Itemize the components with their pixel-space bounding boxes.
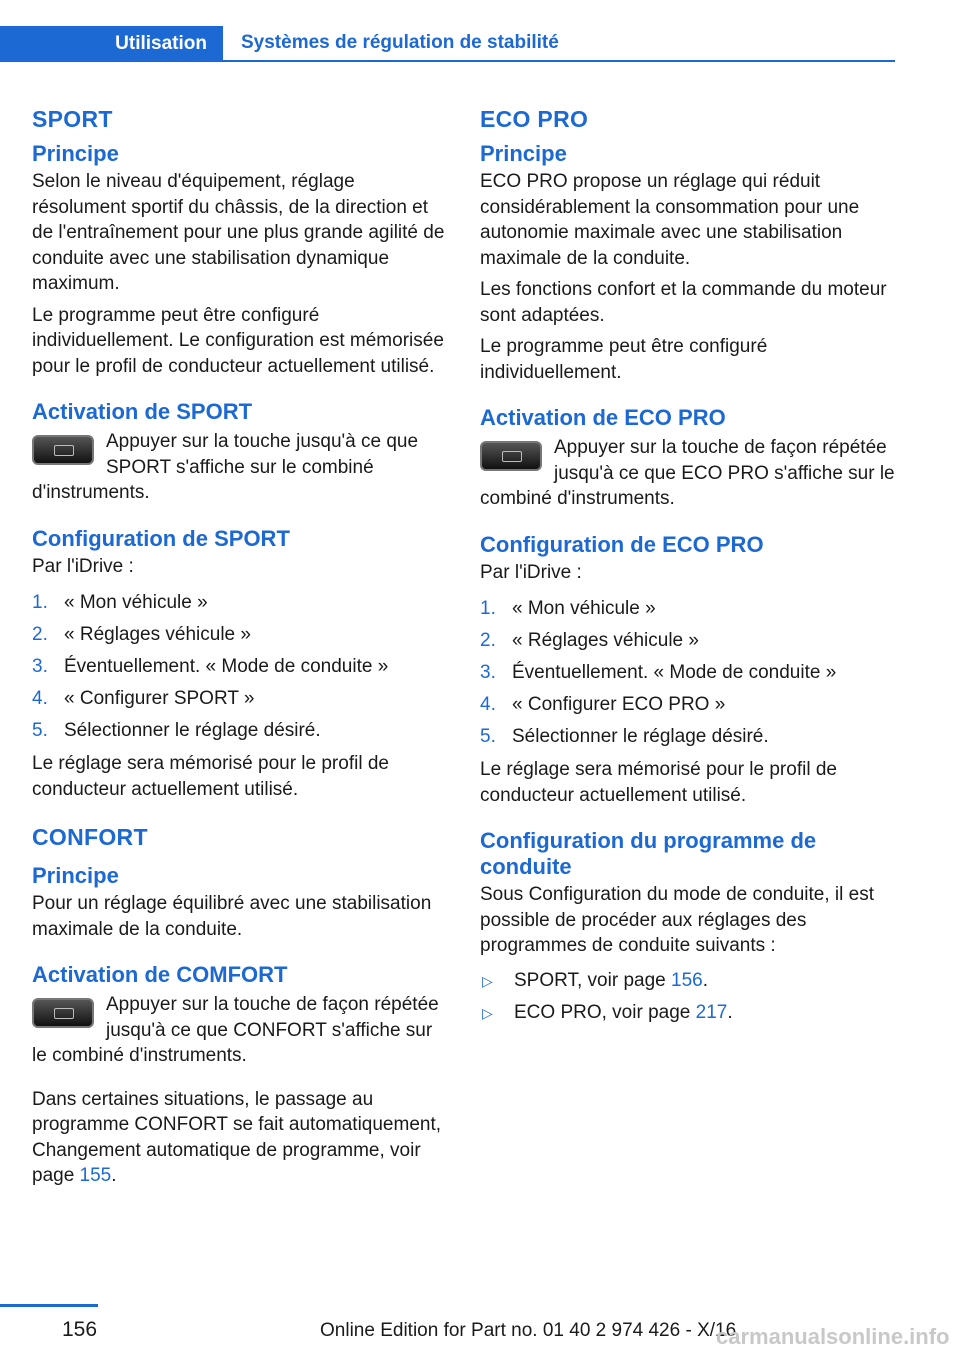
eco-principle-p1: ECO PRO propose un réglage qui réduit considérablement la consommation pour une autonomie maximale avec une stabilisation maximale de la conduite. [480, 171, 860, 269]
list-item: 1. « Mon véhicule » [480, 598, 656, 619]
sport-title: SPORT [32, 106, 113, 132]
page-link[interactable]: 155 [79, 1165, 112, 1186]
eco-title: ECO PRO [480, 106, 589, 132]
eco-activation-text: Appuyer sur la touche de façon répétée jusqu'à ce que ECO PRO s'affiche sur le combiné d'instruments. [480, 437, 895, 509]
list-item: ▷ SPORT, voir page 156. [480, 965, 895, 997]
sport-activation [32, 429, 447, 506]
list-item: 3. Éventuellement. « Mode de conduite » [32, 656, 389, 677]
confort-principle-title: Principe [32, 863, 119, 888]
driving-mode-button-icon [32, 435, 94, 465]
eco-config-note: Le réglage sera mémorisé pour le profil de conducteur actuellement utilisé. [480, 759, 837, 806]
tab-utilisation[interactable]: Utilisation [0, 26, 223, 62]
list-item: 5. Sélectionner le réglage désiré. [32, 720, 321, 741]
watermark: carmanualsonline.info [716, 1324, 950, 1349]
list-item: 2. « Réglages véhicule » [480, 630, 699, 651]
page-link[interactable]: 156 [671, 969, 703, 991]
sport-steps-list [32, 587, 447, 747]
footer-rule [0, 1304, 98, 1307]
driving-mode-button-icon [32, 998, 94, 1028]
drive-config-text: Sous Configuration du mode de conduite, il est possible de procéder aux réglages des programmes de conduite suivants : [480, 884, 874, 956]
sport-principle-title: Principe [32, 141, 119, 166]
drive-config-list [480, 965, 895, 1029]
eco-activation-title: Activation de ECO PRO [480, 405, 726, 430]
confort-activation-title: Activation de COMFORT [32, 962, 288, 987]
eco-config-intro: Par l'iDrive : [480, 561, 582, 583]
confort-principle-p1: Pour un réglage équilibré avec une stabilisation maximale de la conduite. [32, 893, 432, 940]
confort-title: CONFORT [32, 824, 148, 850]
list-item: 3. Éventuellement. « Mode de conduite » [480, 662, 837, 683]
page-link[interactable]: 217 [695, 1001, 728, 1023]
edition-text: Online Edition for Part no. 01 40 2 974 426 - X/16 [320, 1320, 737, 1341]
driving-mode-button-icon [480, 441, 542, 471]
page-number: 156 [62, 1318, 98, 1341]
sport-config-title: Configuration de SPORT [32, 525, 290, 551]
list-item: 4. « Configurer ECO PRO » [480, 694, 726, 715]
sport-principle-p2: Le programme peut être configuré individuellement. Le configuration est mémorisée pour le profil de conducteur actuellement utilisé. [32, 304, 444, 377]
eco-activation [480, 435, 895, 512]
confort-activation-text: Appuyer sur la touche de façon répétée jusqu'à ce que CONFORT s'affiche sur le combiné d'instruments. [32, 994, 439, 1066]
sport-config-note: Le réglage sera mémorisé pour le profil de conducteur actuellement utilisé. [32, 753, 389, 800]
list-item: ▷ ECO PRO, voir page 217. [480, 997, 895, 1029]
header-bar [0, 26, 895, 62]
list-item: 2. « Réglages véhicule » [32, 624, 251, 645]
confort-auto-text: Dans certaines situations, le passage au programme CONFORT se fait automatiquement, Changement automatique de programme, voir page 155. [32, 1088, 442, 1186]
section-title: Systèmes de régulation de stabilité [223, 26, 895, 62]
eco-config-title: Configuration de ECO PRO [480, 531, 764, 557]
eco-principle-p3: Le programme peut être configuré individuellement. [480, 336, 768, 383]
sport-activation-title: Activation de SPORT [32, 399, 253, 424]
triangle-bullet-icon: ▷ [482, 1004, 493, 1021]
list-item: 5. Sélectionner le réglage désiré. [480, 726, 769, 747]
eco-principle-p2: Les fonctions confort et la commande du moteur sont adaptées. [480, 279, 887, 326]
left-column [32, 98, 447, 1195]
sport-principle-p1: Selon le niveau d'équipement, réglage résolument sportif du châssis, de la direction et de l'entraînement pour une plus grande agilité de conduite avec une stabilisation dynamique maximum. [32, 171, 445, 294]
list-item: 1. « Mon véhicule » [32, 592, 208, 613]
triangle-bullet-icon: ▷ [482, 972, 493, 989]
drive-config-title: Configuration du programme de conduite [480, 828, 817, 879]
eco-steps-list [480, 593, 895, 753]
eco-principle-title: Principe [480, 141, 567, 166]
right-column [480, 98, 895, 1029]
confort-activation [32, 992, 447, 1069]
list-item: 4. « Configurer SPORT » [32, 688, 255, 709]
sport-activation-text: Appuyer sur la touche jusqu'à ce que SPORT s'affiche sur le combiné d'instruments. [32, 431, 419, 503]
sport-config-intro: Par l'iDrive : [32, 555, 134, 577]
